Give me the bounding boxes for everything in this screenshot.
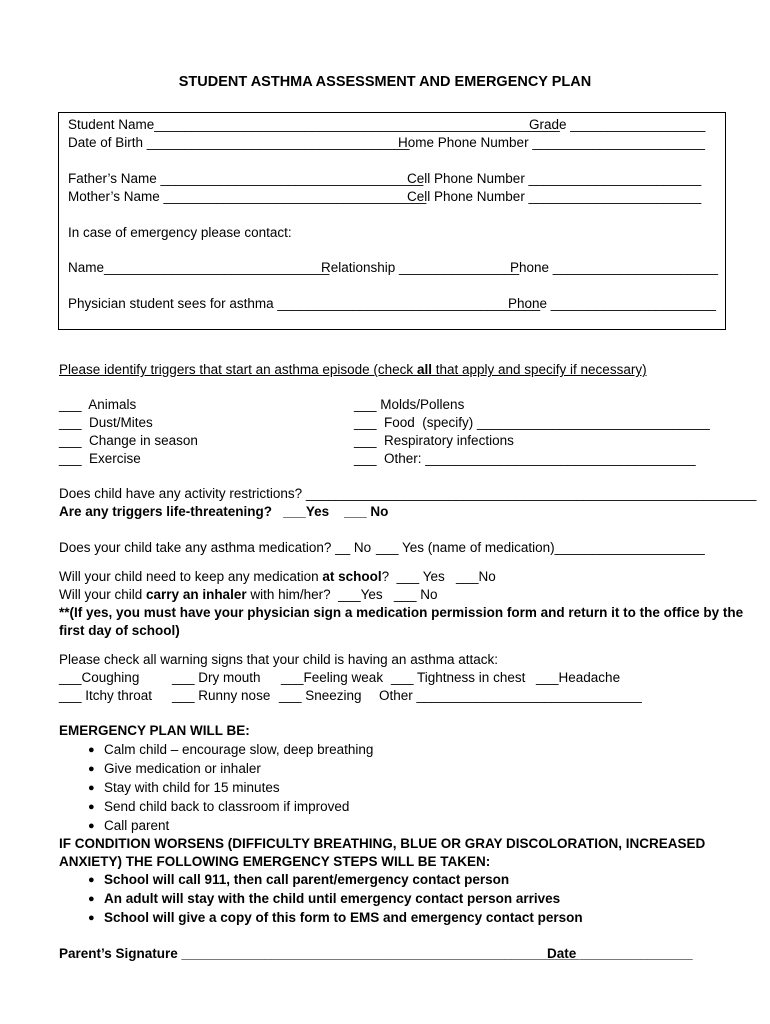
carry-inhaler-question[interactable]: Will your child carry an inhaler with him/her? ___Yes ___ No <box>59 587 438 602</box>
physician-field[interactable]: Physician student sees for asthma ___________________________________ <box>68 296 541 311</box>
contact-name-field[interactable]: Name______________________________ <box>68 260 330 275</box>
warning-headache[interactable]: ___Headache <box>536 670 621 685</box>
asthma-medication-question[interactable]: Does your child take any asthma medication? __ No <box>59 540 372 555</box>
warning-sneezing[interactable]: ___ Sneezing <box>279 688 362 703</box>
trigger-dust-mites[interactable]: ___ Dust/Mites <box>59 415 153 430</box>
bullet-icon: ● <box>88 820 95 832</box>
activity-restrictions-field[interactable]: Does child have any activity restrictions? ____________________________________________________________ <box>59 486 757 501</box>
triggers-heading: Please identify triggers that start an asthma episode (check all that apply and specify if necessary) <box>59 362 647 377</box>
trigger-exercise[interactable]: ___ Exercise <box>59 451 141 466</box>
plan-step: Send child back to classroom if improved <box>104 799 350 814</box>
medication-name-field[interactable]: ___ Yes (name of medication)____________________ <box>376 540 705 555</box>
student-name-field[interactable]: Student Name______________________________________________________ <box>68 117 560 132</box>
trigger-molds-pollens[interactable]: ___ Molds/Pollens <box>354 397 465 412</box>
warning-dry-mouth[interactable]: ___ Dry mouth <box>172 670 261 685</box>
relationship-field[interactable]: Relationship ________________ <box>321 260 520 275</box>
bullet-icon: ● <box>88 912 95 924</box>
mother-name-field[interactable]: Mother’s Name ___________________________________ <box>68 189 427 204</box>
signature-date-field[interactable]: Date _______________ <box>547 946 693 961</box>
trigger-respiratory-infections[interactable]: ___ Respiratory infections <box>354 433 514 448</box>
warning-feeling-weak[interactable]: ___Feeling weak <box>281 670 384 685</box>
bullet-icon: ● <box>88 801 95 813</box>
father-cell-field[interactable]: Cell Phone Number _______________________ <box>407 171 702 186</box>
physician-phone-field[interactable]: Phone ______________________ <box>508 296 716 311</box>
plan-step: Give medication or inhaler <box>104 761 261 776</box>
father-name-field[interactable]: Father’s Name ___________________________________ <box>68 171 424 186</box>
emergency-contact-label: In case of emergency please contact: <box>68 225 292 240</box>
contact-phone-field[interactable]: Phone ______________________ <box>510 260 718 275</box>
plan-step: Call parent <box>104 818 170 833</box>
warning-coughing[interactable]: ___Coughing <box>59 670 140 685</box>
physician-form-note: **(If yes, you must have your physician sign a medication permission form and return it to the office by the <box>59 605 744 620</box>
warning-itchy-throat[interactable]: ___ Itchy throat <box>59 688 153 703</box>
emergency-step: School will call 911, then call parent/emergency contact person <box>104 872 510 887</box>
home-phone-field[interactable]: Home Phone Number _______________________ <box>398 135 705 150</box>
parent-signature-field[interactable]: Parent’s Signature _____________________________________________________ <box>59 946 580 961</box>
life-threatening-question[interactable]: Are any triggers life-threatening? ___Yes ___ No <box>59 504 389 519</box>
trigger-change-in-season[interactable]: ___ Change in season <box>59 433 198 448</box>
emergency-step: School will give a copy of this form to EMS and emergency contact person <box>104 910 583 925</box>
trigger-other[interactable]: ___ Other: ____________________________________ <box>354 451 696 466</box>
form-title: STUDENT ASTHMA ASSESSMENT AND EMERGENCY PLAN <box>178 74 592 90</box>
bullet-icon: ● <box>88 782 95 794</box>
bullet-icon: ● <box>88 763 95 775</box>
date-of-birth-field[interactable]: Date of Birth ___________________________________ <box>68 135 410 150</box>
keep-medication-question[interactable]: Will your child need to keep any medication at school? ___ Yes ___No <box>59 569 496 584</box>
mother-cell-field[interactable]: Cell Phone Number _______________________ <box>407 189 702 204</box>
plan-step: Calm child – encourage slow, deep breathing <box>104 742 374 757</box>
trigger-food[interactable]: ___ Food (specify) _______________________________ <box>354 415 710 430</box>
warning-signs-intro: Please check all warning signs that your child is having an asthma attack: <box>59 652 498 667</box>
condition-worsens-heading-cont: ANXIETY) THE FOLLOWING EMERGENCY STEPS WILL BE TAKEN: <box>59 854 491 869</box>
condition-worsens-heading: IF CONDITION WORSENS (DIFFICULTY BREATHING, BLUE OR GRAY DISCOLORATION, INCREASED <box>59 836 706 851</box>
emergency-plan-heading: EMERGENCY PLAN WILL BE: <box>59 723 250 738</box>
physician-form-note-cont: first day of school) <box>59 623 180 638</box>
emergency-step: An adult will stay with the child until emergency contact person arrives <box>104 891 561 906</box>
warning-tightness-in-chest[interactable]: ___ Tightness in chest <box>391 670 526 685</box>
grade-field[interactable]: Grade __________________ <box>529 117 706 132</box>
bullet-icon: ● <box>88 744 95 756</box>
bullet-icon: ● <box>88 893 95 905</box>
plan-step: Stay with child for 15 minutes <box>104 780 280 795</box>
warning-other-field[interactable]: Other ______________________________ <box>379 688 642 703</box>
trigger-animals[interactable]: ___ Animals <box>59 397 137 412</box>
warning-runny-nose[interactable]: ___ Runny nose <box>172 688 271 703</box>
bullet-icon: ● <box>88 874 95 886</box>
